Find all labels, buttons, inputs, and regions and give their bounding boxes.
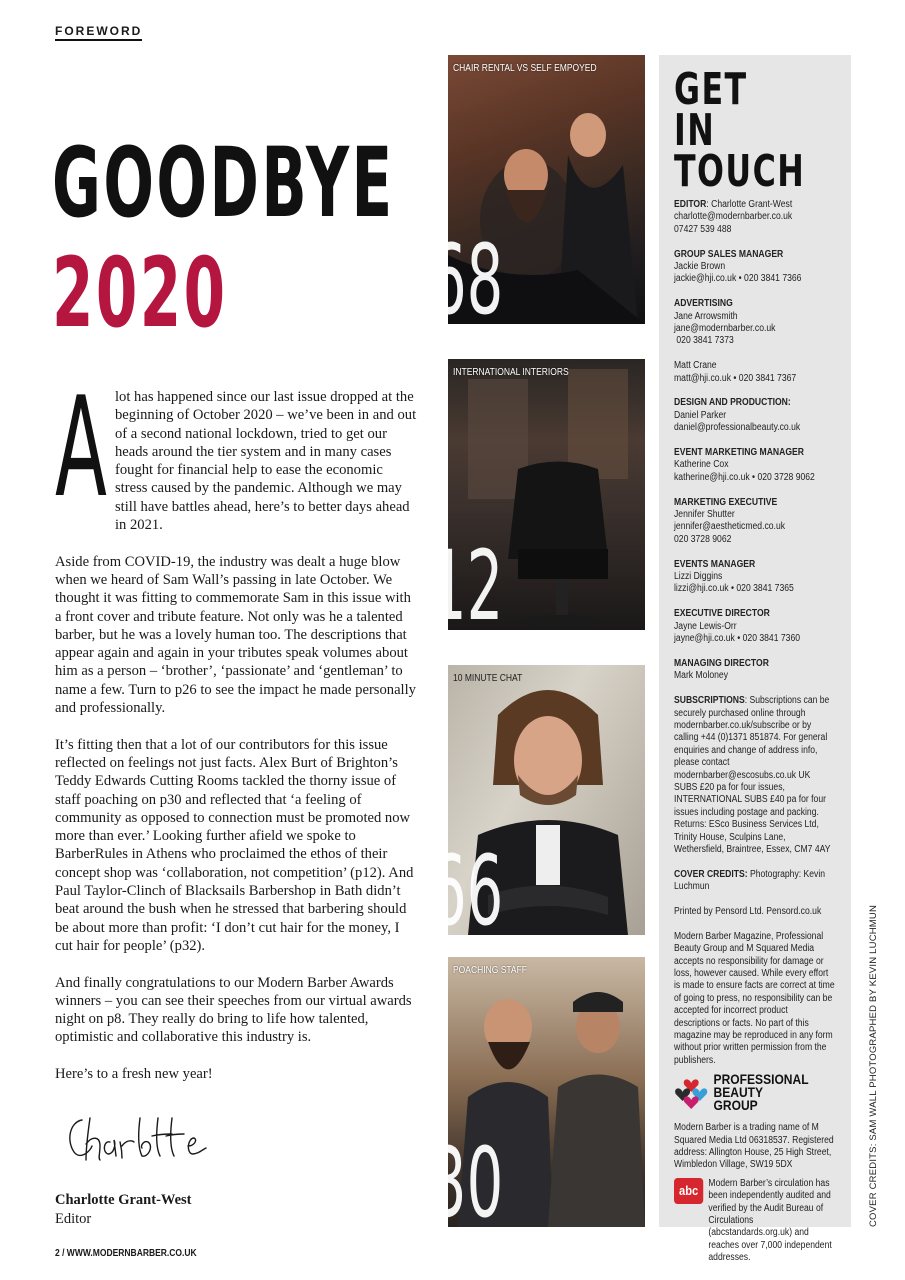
page-footer: 2 / WWW.MODERNBARBER.CO.UK: [55, 1248, 197, 1259]
article-paragraph: Here’s to a fresh new year!: [55, 1065, 213, 1082]
contact-group: GROUP SALES MANAGER Jackie Brown jackie@hji.co.uk • 020 3841 7366: [674, 248, 802, 285]
contact-group: MANAGING DIRECTOR Mark Moloney: [674, 657, 769, 682]
subscriptions-info: SUBSCRIPTIONS: Subscriptions can be securely purchased online through modernbarber.co.uk/subscribe or by calling +44 (0)1371 851874. For general enquiries and change of address info, please contact modernbarber@escosubs.co.uk UK SUBS £20 pa for four issues, INTERNATIONAL SUBS £40 pa for four issues including postage and packing. Returns: ESco Business Services Ltd, Trinity House, Sculpins Lane, Wethersfield, Braintree, Essex, CM7 4AY: [674, 695, 831, 855]
author-role: Editor: [55, 1211, 92, 1227]
contact-group: ADVERTISING Jane Arrowsmith jane@modernbarber.co.uk 020 3841 7373: [674, 298, 776, 347]
abc-logo: abc: [674, 1178, 703, 1204]
thumbnail-international-interiors[interactable]: [430, 359, 645, 642]
contact-group: EXECUTIVE DIRECTOR Jayne Lewis-Orr jayne@hji.co.uk • 020 3841 7360: [674, 608, 801, 645]
signature-image: [60, 1100, 220, 1170]
thumbnail-label: POACHING STAFF: [453, 965, 527, 976]
contact-group: DESIGN AND PRODUCTION: Daniel Parker daniel@professionalbeauty.co.uk: [674, 397, 801, 434]
article-body: [55, 367, 417, 1102]
abc-section: [674, 1178, 836, 1265]
contact-list: [674, 199, 836, 1265]
contact-group: Matt Crane matt@hji.co.uk • 020 3841 7367: [674, 360, 797, 384]
contact-sidebar: [659, 55, 851, 1264]
thumbnail-10-minute-chat[interactable]: [430, 665, 645, 947]
thumbnail-page-number: 12: [430, 530, 504, 642]
article-paragraph: And finally congratulations to our Modern Barber Awards winners – you can see their speeches from our virtual awards night on p8. They really do bring to life how talented, optimistic and collaborative this industry is.: [55, 974, 412, 1046]
contact-group: EVENTS MANAGER Lizzi Diggins lizzi@hji.co.uk • 020 3841 7365: [674, 558, 794, 595]
sidebar-heading: GET IN TOUCH: [674, 64, 806, 197]
contact-editor: EDITOR: Charlotte Grant-West charlotte@modernbarber.co.uk 07427 539 488: [674, 199, 793, 235]
contact-group: EVENT MARKETING MANAGER Katherine Cox katherine@hji.co.uk • 020 3728 9062: [674, 447, 815, 483]
title-line-2: 2020: [52, 237, 228, 349]
vertical-cover-credit: COVER CREDITS: SAM WALL PHOTOGRAPHED BY KEVIN LUCHMUN: [868, 904, 879, 1227]
title-line-1: GOODBYE: [52, 127, 395, 239]
article-paragraph: It’s fitting then that a lot of our contributors for this issue reflected on feelings not just facts. Alex Burt of Brighton’s Teddy Edwards Cutting Rooms tackled the thorny issue of staff poaching on p30 and reflected that ‘a feeling of community as opposed to connection must be promoted now more than ever.’ Looking further afield we spoke to BarberRules in Athens who proclaimed the ethos of their concept shop was ‘collaboration, not competition’ (p12). And Paul Taylor-Clinch of Blacksails Barbershop in Bath didn’t beat around the bush when he stressed that barbering should be about more than profit: ‘I don’t cut hair for the money, I cut hair for people’ (p32).: [55, 736, 414, 954]
drop-cap: A: [55, 367, 107, 528]
abc-text: Modern Barber’s circulation has been independently audited and verified by the Audit Bureau of Circulations (abcstandards.org.uk) and reaches over 7,000 independent addresses.: [708, 1177, 832, 1264]
thumbnail-label: CHAIR RENTAL VS SELF EMPOYED: [453, 63, 597, 74]
trading-name: Modern Barber is a trading name of M Squared Media Ltd 06318537. Registered address: Allington House, 25 High Street, Wimbledon Village, SW19 5DX: [674, 1122, 834, 1171]
thumbnail-label: INTERNATIONAL INTERIORS: [453, 367, 569, 378]
author-name: Charlotte Grant-West: [55, 1192, 192, 1208]
article-paragraph: Aside from COVID-19, the industry was dealt a huge blow when we heard of Sam Wall’s passing in late October. We thought it was fitting to commemorate Sam in this issue with a front cover and tribute feature. Not only was he a talented barber, but he was a lovely human too. The descriptions that appear again and again in your tributes speak volumes about him as a person – ‘brother’, ‘passionate’ and ‘gentleman’ to name a few. Turn to p26 to see the impact he made personally and professionally.: [55, 553, 416, 717]
section-label: FOREWORD: [55, 24, 142, 41]
thumbnail-label: 10 MINUTE CHAT: [453, 673, 523, 684]
printed-by: Printed by Pensord Ltd. Pensord.co.uk: [674, 905, 822, 917]
thumbnail-chair-rental[interactable]: [430, 55, 645, 336]
pbg-hearts-icon: [674, 1075, 708, 1111]
thumbnail-page-number: 30: [430, 1127, 504, 1239]
professional-beauty-group-logo: PROFESSIONAL BEAUTY GROUP: [674, 1073, 836, 1112]
article-paragraph: Alot has happened since our last issue dropped at the beginning of October 2020 – we’ve been in and out of a second national lockdown, tried to get our heads around the tier system and in many cases fought for financial help to ease the economic stress caused by the pandemic. Although we may still have battles ahead, here’s to better days ahead in 2021.: [55, 367, 417, 534]
thumbnail-poaching-staff[interactable]: [430, 957, 645, 1239]
thumbnail-page-number: 68: [430, 224, 504, 336]
thumbnail-page-number: 66: [430, 835, 504, 947]
cover-credits: COVER CREDITS: Photography: Kevin Luchmun: [674, 868, 826, 893]
disclaimer: Modern Barber Magazine, Professional Beauty Group and M Squared Media accepts no responsibility for damage or loss, however caused. While every effort is made to ensure facts are correct at time of going to press, no responsibility can be accepted for incorrect product descriptions or facts. No part of this magazine may be reproduced in any form without prior written permission from the publishers.: [674, 930, 835, 1066]
contact-group: MARKETING EXECUTIVE Jennifer Shutter jennifer@aestheticmed.co.uk 020 3728 9062: [674, 496, 786, 545]
